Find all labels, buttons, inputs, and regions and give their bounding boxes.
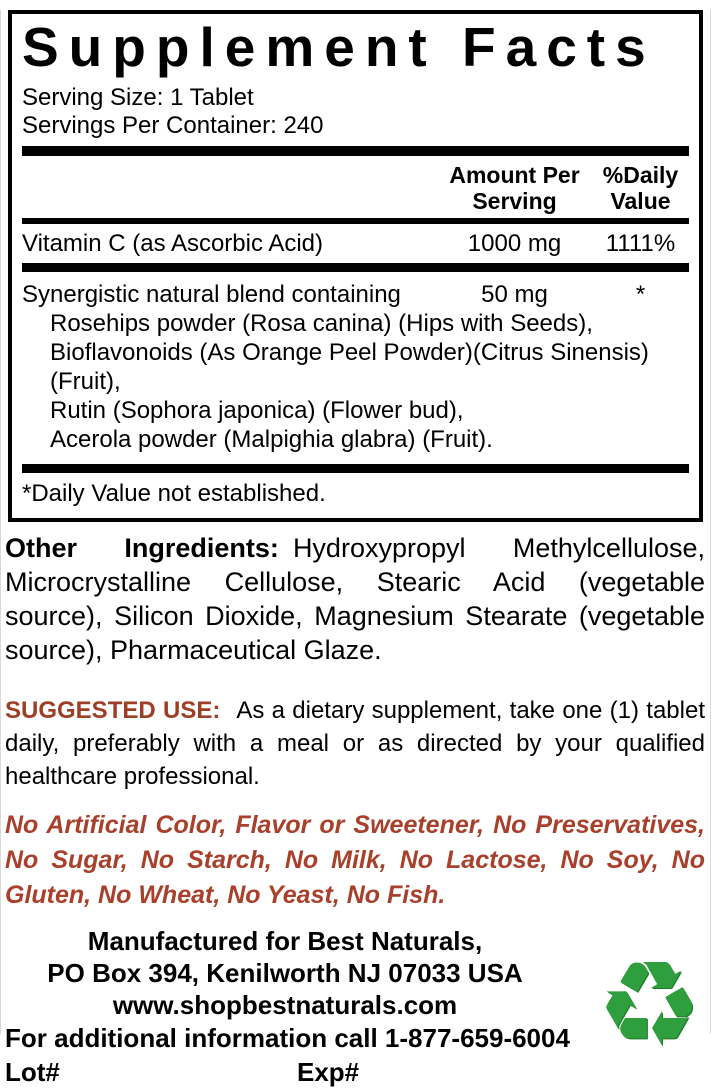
divider-bar [22, 146, 689, 156]
header-amount-line2: Serving [472, 188, 557, 214]
header-dv-line2: Value [610, 188, 671, 214]
serving-info [22, 84, 689, 140]
claims-paragraph: No Artificial Color, Flavor or Sweetener, No Preservatives, No Sugar, No Starch, No Milk, No Lactose, No Soy, No Gluten, No Wheat, No Yeast, No Fish. [5, 811, 705, 909]
header-amount-line1: Amount Per [449, 162, 580, 188]
header-daily-value [592, 162, 689, 214]
header-amount-per-serving [437, 162, 592, 214]
blend-amount: 50 mg [481, 281, 548, 308]
manufactured-for-line: Manufactured for Best Naturals, [87, 926, 483, 956]
nutrient-amount: 1000 mg [467, 230, 562, 257]
divider-bar [22, 464, 689, 473]
nutrient-name: Vitamin C (as Ascorbic Acid) [22, 230, 323, 257]
servings-per-container: Servings Per Container: 240 [22, 112, 324, 139]
table-row-blend [22, 272, 689, 309]
serving-size: Serving Size: 1 Tablet [22, 84, 254, 111]
blend-component: Rutin (Sophora japonica) (Flower bud), [50, 397, 464, 424]
header-dv-line1: %Daily [602, 162, 679, 188]
suggested-use-text: As a dietary supplement, take one (1) tablet daily, preferably with a meal or as directed by your qualified healthcare professional. [5, 697, 705, 790]
suggested-use-label: SUGGESTED USE: [5, 697, 221, 724]
recycle-icon: ♻ [596, 935, 702, 1073]
other-ingredients-label: Other Ingredients: [5, 533, 279, 563]
nutrient-daily-value: 1111% [605, 230, 676, 257]
blend-component: Rosehips powder (Rosa canina) (Hips with Seeds), [50, 310, 593, 337]
supplement-label [0, 10, 711, 1087]
table-row-vitamin-c [22, 224, 689, 263]
daily-value-footnote: *Daily Value not established. [22, 480, 326, 507]
suggested-use-paragraph [5, 694, 705, 793]
manufacturer-block [5, 925, 565, 1021]
panel-title: Supplement Facts [22, 16, 656, 78]
blend-components [22, 309, 689, 460]
other-ingredients-paragraph [5, 531, 705, 667]
other-ingredients-text: Hydroxypropyl Methylcellulose, Microcrystalline Cellulose, Stearic Acid (vegetable source), Silicon Dioxide, Magnesium Stearate (vegetable source), Pharmaceutical Glaze. [5, 533, 705, 665]
blend-component: Bioflavonoids (As Orange Peel Powder)(Citrus Sinensis)(Fruit), [50, 339, 649, 395]
divider-bar [22, 263, 689, 272]
table-header-row [22, 162, 689, 214]
blend-daily-value: * [635, 281, 646, 308]
footer [5, 925, 710, 1089]
address-line: PO Box 394, Kenilworth NJ 07033 USA [47, 958, 523, 988]
blend-component: Acerola powder (Malpighia glabra) (Fruit). [50, 426, 493, 453]
supplement-facts-panel [8, 10, 703, 522]
exp-label: Exp# [297, 1057, 360, 1087]
blend-name: Synergistic natural blend containing [22, 281, 401, 308]
website-line: www.shopbestnaturals.com [112, 990, 458, 1020]
lot-label: Lot# [5, 1057, 60, 1087]
phone-info-line: For additional information call 1-877-659-6004 [5, 1023, 570, 1053]
